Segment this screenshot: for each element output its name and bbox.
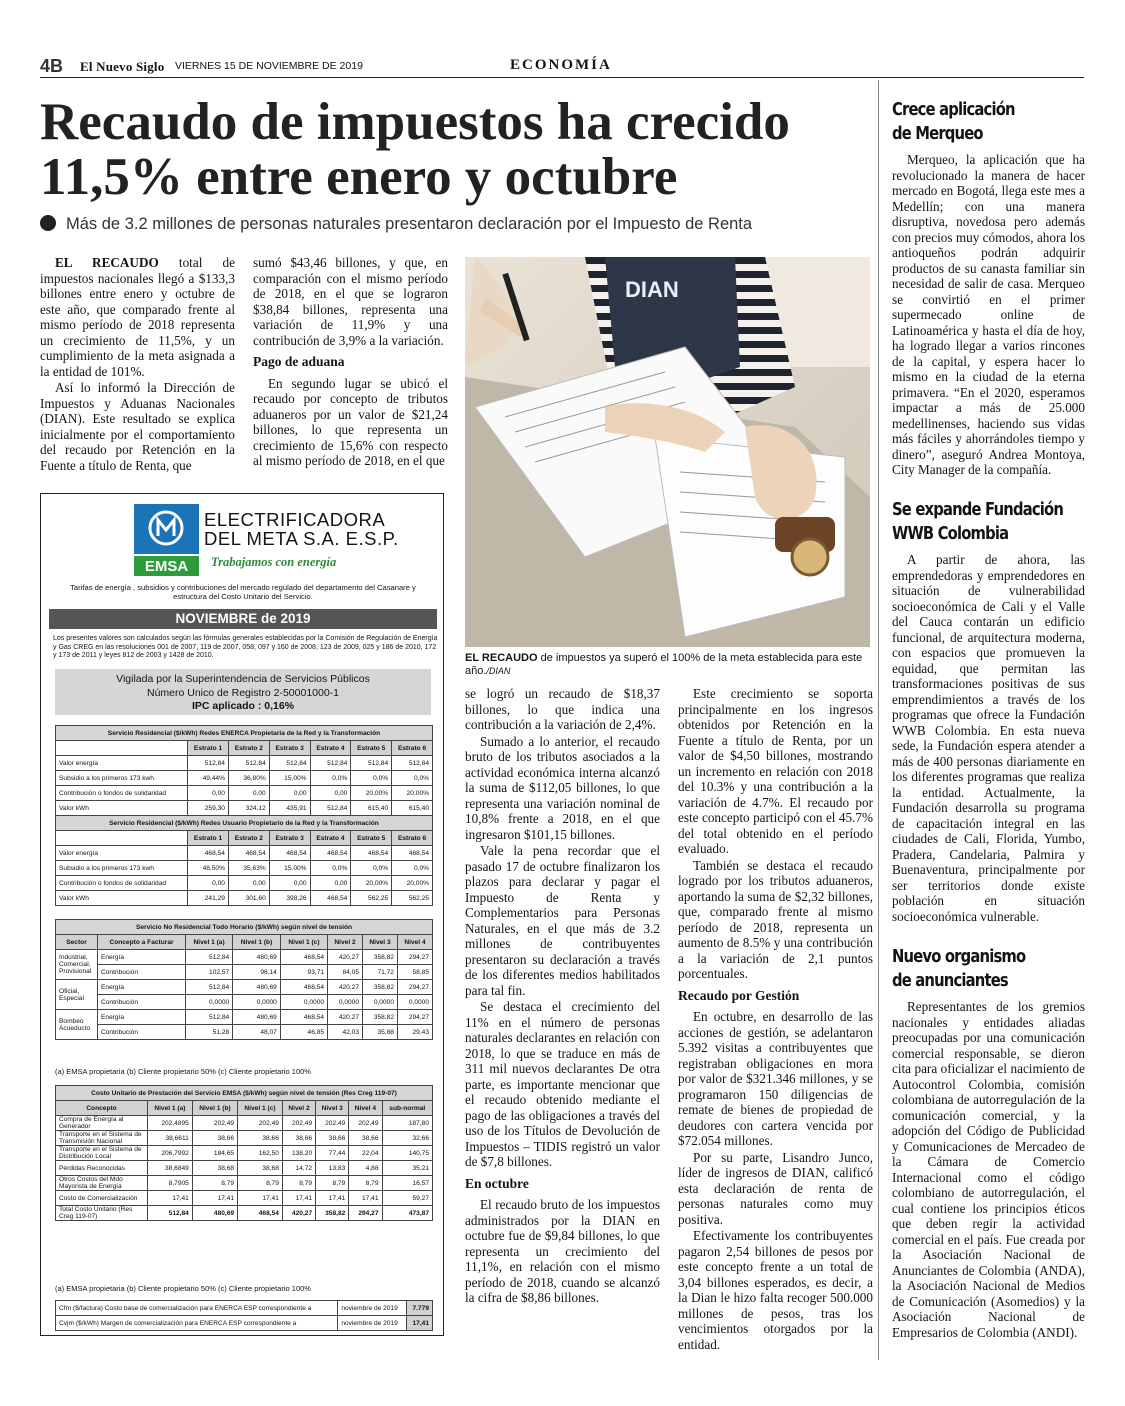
ad-legal-note: Los presentes valores son calculados según las fórmulas generales establecidas por la Comisión de Regulación de Energía y Gas CREG en las resoluciones 001 de 2007, 119 de 2007, 058, 097 y 160 de 2008, 123 de 2009, 025 y 186 de 2010, 172 y 173 de 2011 y leyes 812 de 2003 y 1428 de 2010. (53, 635, 438, 659)
table-cell: 420,27 (328, 950, 363, 965)
table-cell: 202,49 (316, 1116, 349, 1131)
table-cell: Transporte en el Sistema de Distribución Local (56, 1146, 148, 1161)
table-row (56, 1191, 433, 1206)
table-cell: 17,41 (238, 1191, 283, 1206)
table-cell: 512,84 (228, 756, 269, 771)
table-cell: 512,84 (148, 1206, 193, 1221)
table-cell: 7.779 (407, 1301, 433, 1316)
table-cell: 77,44 (316, 1146, 349, 1161)
table-cell: Transporte en el Sistema de Transmisión Nacional (56, 1131, 148, 1146)
table-cell: Estrato 3 (269, 741, 310, 756)
brand-name: ELECTRIFICADORA DEL META S.A. E.S.P. (204, 509, 399, 549)
table-row (56, 1301, 433, 1316)
table-cell: 8,7905 (148, 1176, 193, 1191)
table-cell: 20,00% (392, 876, 433, 891)
table-cell: 468,54 (238, 1206, 283, 1221)
table-cell: 36,80% (228, 771, 269, 786)
table-row (56, 995, 433, 1010)
table-cell: Bombeo Acueducto (56, 1010, 98, 1040)
table-cell: Servicio Residencial ($/kWh) Redes ENERCA Propietaria de la Red y la Transformación (56, 726, 433, 741)
table-cell: 294,27 (397, 980, 432, 995)
table-row (56, 980, 433, 995)
table-cell: 35,88 (363, 1025, 398, 1040)
table-cell: 20,00% (351, 876, 392, 891)
table-cell: 358,82 (363, 1010, 398, 1025)
issue-date: VIERNES 15 DE NOVIEMBRE DE 2019 (175, 60, 363, 72)
bullet-icon (40, 215, 56, 231)
table-cell: 13,83 (316, 1161, 349, 1176)
table-cell: 202,49 (238, 1116, 283, 1131)
table-cell: 480,69 (192, 1206, 237, 1221)
table-cell: Cfm ($/factura) Costo base de comercialización para ENERCA ESP correspondiente a (56, 1301, 338, 1316)
table-row (56, 935, 433, 950)
table-cell: 294,27 (349, 1206, 382, 1221)
sidebar-title: Crece aplicación de Merqueo (892, 99, 1015, 144)
table-cell: 59,27 (382, 1191, 432, 1206)
table-cell: 0,0% (392, 771, 433, 786)
table-cell: Estrato 3 (269, 831, 310, 846)
table-cell: 35,63% (228, 861, 269, 876)
photo-caption: EL RECAUDO de impuestos ya superó el 100% de la meta establecida para este año./DIAN (465, 652, 863, 677)
table-cell: 32,66 (382, 1131, 432, 1146)
table-cell: 512,84 (186, 950, 233, 965)
table-cell: 38,68 (192, 1161, 237, 1176)
table-cell: Nivel 1 (c) (238, 1101, 283, 1116)
table-cell: Estrato 4 (310, 831, 351, 846)
table-cell: 0,0% (392, 861, 433, 876)
table-cell: 206,7992 (148, 1146, 193, 1161)
table-cell: 0,00 (310, 876, 351, 891)
table-cell: 17,41 (148, 1191, 193, 1206)
table-cell: 615,40 (351, 801, 392, 816)
table-cell: Nivel 3 (363, 935, 398, 950)
sidebar-title: Se expande Fundación WWB Colombia (892, 499, 1064, 544)
table-cell: 512,84 (188, 756, 229, 771)
table-cell: 162,50 (238, 1146, 283, 1161)
article-photo (465, 257, 870, 647)
table-cell: Servicio No Residencial Todo Horario ($/kWh) según nivel de tensión (56, 920, 433, 935)
table-cell: 35,21 (382, 1161, 432, 1176)
table-cell: Compra de Energía al Generador (56, 1116, 148, 1131)
article-column-1: EL RECAUDO total de impuestos nacionales llegó a $133,3 billones entre enero y octubre de este año, que comparado frente al mismo período de 2018 representa un crecimiento de 11,5%, y un cumplimiento de la meta asignada a la entidad de 101%. Así lo informó la Dirección de Impuestos y Aduanas Nacionales (DIAN). Este resultado se explica inicialmente por el comportamiento del recaudo por Retención en la Fuente a título de Renta, que (40, 255, 235, 473)
sidebar-divider (878, 80, 879, 1360)
table-row (56, 1316, 433, 1331)
table-cell: Nivel 1 (c) (280, 935, 327, 950)
table-cell: Estrato 1 (188, 831, 229, 846)
table-cell: 512,84 (186, 980, 233, 995)
table-row (56, 1131, 433, 1146)
table-cell: 0,0000 (363, 995, 398, 1010)
table-row (56, 950, 433, 965)
table-cell: Estrato 5 (351, 831, 392, 846)
table-cell: 46,85 (280, 1025, 327, 1040)
table-row (56, 920, 433, 935)
table-note: (a) EMSA propietaria (b) Cliente propietario 50% (c) Cliente propietario 100% (55, 1067, 311, 1076)
table-cell: 512,84 (269, 756, 310, 771)
table-cell: 38,68 (238, 1161, 283, 1176)
table-cell: 468,54 (280, 980, 327, 995)
table-cell: 0,00 (228, 876, 269, 891)
table-cell: Oficial, Especial (56, 980, 98, 1010)
table-cell: 8,79 (238, 1176, 283, 1191)
table-cell: 84,05 (328, 965, 363, 980)
table-cell: 512,84 (310, 756, 351, 771)
table-cell: Nivel 1 (b) (192, 1101, 237, 1116)
table-cell: 20,00% (392, 786, 433, 801)
table-cell: 0,0% (310, 861, 351, 876)
table-cell: 480,69 (233, 980, 281, 995)
table-row (56, 726, 433, 741)
cost-unit-table (55, 1085, 433, 1221)
table-cell: 202,49 (349, 1116, 382, 1131)
table-row (56, 1206, 433, 1221)
subheading-octubre: En octubre (465, 1175, 529, 1191)
table-cell: 259,30 (188, 801, 229, 816)
table-cell: 17,41 (407, 1316, 433, 1331)
table-cell: 241,29 (188, 891, 229, 906)
table-row (56, 1086, 433, 1101)
table-cell: Sector (56, 935, 98, 950)
table-cell: 38,6611 (148, 1131, 193, 1146)
table-cell: Energía (98, 950, 186, 965)
headline: Recaudo de impuestos ha crecido 11,5% entre enero y octubre (40, 93, 790, 206)
table-cell: Valor kWh (56, 801, 188, 816)
table-row (56, 1010, 433, 1025)
table-cell: 16,57 (382, 1176, 432, 1191)
article-column-4: Este crecimiento se soporta principalmente en los ingresos obtenidos por Retención en la Fuente a título de Renta, por un valor de $4,50 billones, mostrando un incremento en relación con 2018 del 10.3% y una contribución a la variación de 4.7%. El recaudo por este concepto participó con el 45.7% del total obtenido en el período evaluado. También se destaca el recaudo logrado por los tributos aduaneros, aportando la suma de $2,32 billones, que, comparado frente al mismo período de 2018, representa un aumento de 8.5% y una contribución a la variación de 2,1 puntos porcentuales. Recaudo por Gestión En octubre, en desarrollo de las acciones de gestión, se adelantaron 5.392 visitas a contribuyentes que registraban obligaciones en mora por valor de $321.346 millones, y se programaron 150 diligencias de remate de bienes de propiedad de deudores con cartera vencida por $72.054 millones. Por su parte, Lisandro Junco, líder de ingresos de DIAN, calificó esta declaración de renta de personas naturales como muy positiva. Efectivamente los contribuyentes pagaron 2,54 billones de pesos por este concepto frente a un total de 3,04 billones esperados, es decir, a la Dian le hizo falta recoger 500.000 millones de pesos, tras los vencimientos otorgados por la entidad. (678, 686, 873, 1352)
table-cell: Nivel 3 (316, 1101, 349, 1116)
table-cell: 0,00 (188, 876, 229, 891)
table-cell: Nivel 1 (a) (186, 935, 233, 950)
table-row (56, 1101, 433, 1116)
table-cell: Industrial, Comercial, Provisional (56, 950, 98, 980)
table-cell: 202,4895 (148, 1116, 193, 1131)
table-row (56, 891, 433, 906)
table-cell: 0,00 (188, 786, 229, 801)
sidebar-title: Nuevo organismo de anunciantes (892, 946, 1026, 991)
table-row (56, 771, 433, 786)
table-cell: Estrato 4 (310, 741, 351, 756)
table-cell: 0,00 (269, 876, 310, 891)
table-row (56, 846, 433, 861)
table-row (56, 831, 433, 846)
table-cell: 0,00 (228, 786, 269, 801)
table-cell: 71,72 (363, 965, 398, 980)
table-cell: 0,0000 (280, 995, 327, 1010)
table-cell: Pérdidas Reconocidas (56, 1161, 148, 1176)
table-row (56, 1025, 433, 1040)
table-cell: Energía (98, 1010, 186, 1025)
table-cell: 468,54 (280, 1010, 327, 1025)
table-row (56, 1161, 433, 1176)
table-cell: 29,43 (397, 1025, 432, 1040)
table-cell: 0,00 (269, 786, 310, 801)
table-cell: 38,66 (238, 1131, 283, 1146)
table-cell: Estrato 1 (188, 741, 229, 756)
section-name: ECONOMÍA (510, 57, 612, 73)
table-cell: 17,41 (192, 1191, 237, 1206)
table-cell: 294,27 (397, 1010, 432, 1025)
table-cell: 202,49 (282, 1116, 315, 1131)
sidebar-story-merqueo: Crece aplicación de Merqueo Merqueo, la aplicación que ha revolucionado la manera de hacer mercado en Bogotá, llega este mes a Medellín; con una manera disruptiva, novedosa pero además con precios muy cómodos, ahora los antioqueños podrán adquirir productos de su canasta familiar sin necesidad de salir de casa. Merqueo se convirtió en el primer supermecado online de Latinoamérica y hasta el día de hoy, ha logrado llegar a varios rincones de la capital, y espera hacer lo mismo en la ciudad de la eterna primavera. “En el 2020, esperamos impactar a más de 25.000 medellinenses, haciendo sus vidas más fáciles y ahorrándoles tiempo y dinero”, aseguró Andrea Montoya, City Manager de la compañía. (892, 99, 1085, 477)
table-cell: 512,84 (392, 756, 433, 771)
table-cell: 17,41 (316, 1191, 349, 1206)
subheadline: Más de 3.2 millones de personas naturales presentaron declaración por el Impuesto de Renta (40, 215, 870, 234)
brand-tagline: Trabajamos con energía (211, 555, 337, 569)
table-cell: 17,41 (282, 1191, 315, 1206)
ad-intro: Tarifas de energía , subsidios y contribuciones del mercado regulado del departamento del Casanare y estructura del Costo Unitario del Servicio. (70, 583, 416, 601)
table-cell: Estrato 6 (392, 831, 433, 846)
table-cell (56, 831, 188, 846)
newspaper-name: El Nuevo Siglo (80, 59, 165, 74)
table-cell: Contribución (98, 995, 186, 1010)
table-cell: 301,60 (228, 891, 269, 906)
table-cell: 15,00% (269, 861, 310, 876)
table-cell: 468,54 (188, 846, 229, 861)
table-cell: 468,54 (392, 846, 433, 861)
table-cell: Cvjm ($/kWh) Margen de comercialización para ENERCA ESP correspondiente a (56, 1316, 338, 1331)
table-row (56, 965, 433, 980)
commercialization-table (55, 1300, 433, 1331)
tariff-table-non-residential (55, 919, 433, 1040)
table-cell: Costo Unitario de Prestación del Servicio EMSA ($/kWh) según nivel de tensión (Res Creg 119-07) (56, 1086, 433, 1101)
sidebar-story-wwb: Se expande Fundación WWB Colombia A partir de ahora, las emprendedoras y emprendedores en situación de vulnerabilidad socioeconómica de Cali y el Valle del Cauca contarán un edificio funcional, de arquitectura moderna, con espacios que promueven la equidad, que permitan las transformaciones positivas de sus emprendimientos a través de los programas que ofrece la Fundación WWB Colombia. En esta nueva sede, la Fundación espera atender a más de 400 personas diariamente en los diferentes programas que realiza la entidad. Actualmente, la Fundación desarrolla su programa de capacitación integral en las ciudades de Cali, Florida, Yumbo, Pradera, Candelaria, Palmira y Buenaventura, principalmente por ser territorios donde existe población en situación socioeconómica vulnerable. (892, 499, 1085, 924)
table-cell: 468,54 (269, 846, 310, 861)
table-cell: 358,82 (363, 950, 398, 965)
tariff-table-residential-enerca (55, 725, 433, 906)
table-cell: 42,03 (328, 1025, 363, 1040)
emsa-tariff-advertisement (40, 493, 444, 1336)
table-cell: Estrato 2 (228, 831, 269, 846)
table-cell: 0,00 (310, 786, 351, 801)
table-cell: 38,66 (316, 1131, 349, 1146)
table-cell: 38,66 (349, 1131, 382, 1146)
table-cell: 4,88 (349, 1161, 382, 1176)
table-cell: 512,84 (310, 801, 351, 816)
table-cell: 562,25 (392, 891, 433, 906)
article-column-2: sumó $43,46 billones, y que, en comparación con el mismo período de 2018, en el que se lograron $38,84 billones, representa una variación de 11,9% y una contribución de 3,9% a la variación. Pago de aduana En segundo lugar se ubicó el recaudo por concepto de tributos aduaneros por un valor de $21,24 billones, lo que representa un crecimiento de 15,6% con respecto al mismo período de 2018, en el que (253, 255, 448, 468)
table-row (56, 801, 433, 816)
table-row (56, 756, 433, 771)
table-cell: 420,27 (328, 1010, 363, 1025)
table-cell: Valor energía (56, 846, 188, 861)
table-cell: Valor energía (56, 756, 188, 771)
table-cell: 93,71 (280, 965, 327, 980)
table-cell: 0,0% (351, 861, 392, 876)
page-header (40, 58, 1084, 78)
table-cell: 0,0000 (233, 995, 281, 1010)
table-cell: 15,00% (269, 771, 310, 786)
table-cell: Nivel 1 (b) (233, 935, 281, 950)
table-cell: Contribución (98, 1025, 186, 1040)
superintendencia-box: Vigilada por la Superintendencia de Servicios Públicos Número Unico de Registro 2-50001000-1 IPC aplicado : 0,16% (55, 669, 431, 715)
emsa-logo (134, 504, 199, 576)
table-cell: Energía (98, 980, 186, 995)
table-cell: 468,54 (280, 950, 327, 965)
table-cell: 8,79 (282, 1176, 315, 1191)
subheading-aduana: Pago de aduana (253, 354, 345, 369)
table-cell: 17,41 (349, 1191, 382, 1206)
table-cell: 96,14 (233, 965, 281, 980)
table-cell: Total Costo Unitario (Res Creg 119-07) (56, 1206, 148, 1221)
table-cell: 0,0000 (186, 995, 233, 1010)
table-cell: 38,6849 (148, 1161, 193, 1176)
table-cell: 0,0000 (397, 995, 432, 1010)
ad-month-banner: NOVIEMBRE de 2019 (49, 609, 437, 629)
table-cell: 0,0% (310, 771, 351, 786)
table-cell: 480,69 (233, 1010, 281, 1025)
table-cell: 202,49 (192, 1116, 237, 1131)
table-cell: 187,80 (382, 1116, 432, 1131)
table-cell: 20,00% (351, 786, 392, 801)
table-cell: Otros Costos del Mdo Mayorista de Energía (56, 1176, 148, 1191)
table-cell: 0,0% (351, 771, 392, 786)
table-cell: 38,66 (282, 1131, 315, 1146)
table-cell: sub-normal (382, 1101, 432, 1116)
table-row (56, 786, 433, 801)
table-cell: 38,66 (192, 1131, 237, 1146)
table-cell: 294,27 (397, 950, 432, 965)
table-cell: Concepto a Facturar (98, 935, 186, 950)
table-cell: 48,50% (188, 861, 229, 876)
table-cell: 473,87 (382, 1206, 432, 1221)
table-cell: 51,28 (186, 1025, 233, 1040)
table-cell: Estrato 5 (351, 741, 392, 756)
table-cell: Subsidio a los primeros 173 kwh (56, 861, 188, 876)
table-cell: 512,84 (186, 1010, 233, 1025)
page-number: 4B (40, 56, 64, 76)
table-row (56, 741, 433, 756)
table-row (56, 1116, 433, 1131)
table-cell: 358,82 (363, 980, 398, 995)
table-cell: 58,85 (397, 965, 432, 980)
table-cell: Nivel 4 (349, 1101, 382, 1116)
table-cell: Nivel 1 (a) (148, 1101, 193, 1116)
table-cell: 49,44% (188, 771, 229, 786)
table-note: (a) EMSA propietaria (b) Cliente propietario 50% (c) Cliente propietario 100% (55, 1284, 311, 1293)
table-cell: 14,72 (282, 1161, 315, 1176)
table-cell: Nivel 2 (282, 1101, 315, 1116)
table-cell: 102,57 (186, 965, 233, 980)
table-cell: 0,0000 (328, 995, 363, 1010)
table-cell: 420,27 (328, 980, 363, 995)
svg-text:EMSA: EMSA (144, 558, 189, 575)
table-cell: 435,91 (269, 801, 310, 816)
table-cell: Contribución o fondos de solidaridad (56, 786, 188, 801)
table-cell: Valor kWh (56, 891, 188, 906)
table-cell: 468,54 (351, 846, 392, 861)
table-cell: 138,20 (282, 1146, 315, 1161)
table-row (56, 861, 433, 876)
table-cell: 398,26 (269, 891, 310, 906)
table-cell: 324,12 (228, 801, 269, 816)
table-cell: 48,07 (233, 1025, 281, 1040)
article-column-3: se logró un recaudo de $18,37 billones, lo que indica una contribución a la variación de 2,4%. Sumado a lo anterior, el recaudo bruto de los tributos asociados a la actividad económica interna alcanzó la suma de $112,05 billones, lo que representa una variación nominal de 10,8% frente a 2018, en el que ingresaron $101,15 billones. Vale la pena recordar que el pasado 17 de octubre finalizaron los plazos para declarar y pagar el Impuesto de Renta y Complementarios para Personas Naturales, en el que más de 3.2 millones de contribuyentes presentaron su declaración a través de los diferentes medios habilitados para tal fin. Se destaca el crecimiento del 11% en el número de personas naturales declarantes en relación con 2018, lo que se traduce en más de 311 mil nuevos declarantes De otra parte, es importante mencionar que el recaudo obtenido mediante el pago de las obligaciones a través del uso de los Títulos de Devolución de Impuestos – TIDIS registró un valor de $7,8 billones. En octubre El recaudo bruto de los impuestos administrados por la DIAN en octubre fue de $9,84 billones, lo que representa un crecimiento del 11,1%, en relación con el mismo período de 2018, cuando se alcanzó la cifra de $8,86 billones. (465, 686, 660, 1305)
sidebar-story-anunciantes: Nuevo organismo de anunciantes Representantes de los gremios nacionales y entidades aliadas preocupadas por una comunicación comercial responsable, se dieron cita para oficializar el nacimiento de Autocontrol Colombia, comisión colombiana de autorregulación de la comunicación comercial, y la adopción del Código de Publicidad y Comunicaciones de Mercadeo de la Cámara de Comercio Internacional como el código colombiano de autorregulación, el cual contiene los principios éticos que deben regir la actividad comercial en el país. Fue creada por la Asociación Nacional de Anunciantes de Colombia (ANDA), la Asociación Nacional de Medios de Comunicación (Asomedios) y la Asociación Nacional de Empresarios de Colombia (ANDI). (892, 946, 1085, 1340)
table-cell: 140,75 (382, 1146, 432, 1161)
table-cell: 512,84 (351, 756, 392, 771)
table-cell: 8,79 (316, 1176, 349, 1191)
subheading-gestion: Recaudo por Gestión (678, 987, 800, 1003)
table-cell: 562,25 (351, 891, 392, 906)
table-cell: 8,79 (192, 1176, 237, 1191)
table-cell: 184,65 (192, 1146, 237, 1161)
table-cell: 480,69 (233, 950, 281, 965)
table-cell: Costo de Comercialización (56, 1191, 148, 1206)
table-cell: 420,27 (282, 1206, 315, 1221)
table-cell: Estrato 2 (228, 741, 269, 756)
table-cell: 358,82 (316, 1206, 349, 1221)
table-row (56, 1176, 433, 1191)
table-cell: Nivel 4 (397, 935, 432, 950)
table-cell: 468,54 (310, 891, 351, 906)
svg-text:DIAN: DIAN (625, 277, 679, 302)
table-cell (56, 741, 188, 756)
table-cell: 8,79 (349, 1176, 382, 1191)
table-cell: Contribución (98, 965, 186, 980)
table-row (56, 876, 433, 891)
table-row (56, 1146, 433, 1161)
table-cell: Nivel 2 (328, 935, 363, 950)
table-cell: noviembre de 2019 (338, 1301, 407, 1316)
table-cell: 468,54 (310, 846, 351, 861)
table-row (56, 816, 433, 831)
table-cell: Subsidio a los primeros 173 kwh (56, 771, 188, 786)
table-cell: 468,54 (228, 846, 269, 861)
table-cell: noviembre de 2019 (338, 1316, 407, 1331)
table-cell: Estrato 6 (392, 741, 433, 756)
table-cell: Servicio Residencial ($/kWh) Redes Usuario Propietario de la Red y la Transformación (56, 816, 433, 831)
table-cell: Contribución o fondos de solidaridad (56, 876, 188, 891)
table-cell: 615,40 (392, 801, 433, 816)
table-cell: 22,04 (349, 1146, 382, 1161)
table-cell: Concepto (56, 1101, 148, 1116)
